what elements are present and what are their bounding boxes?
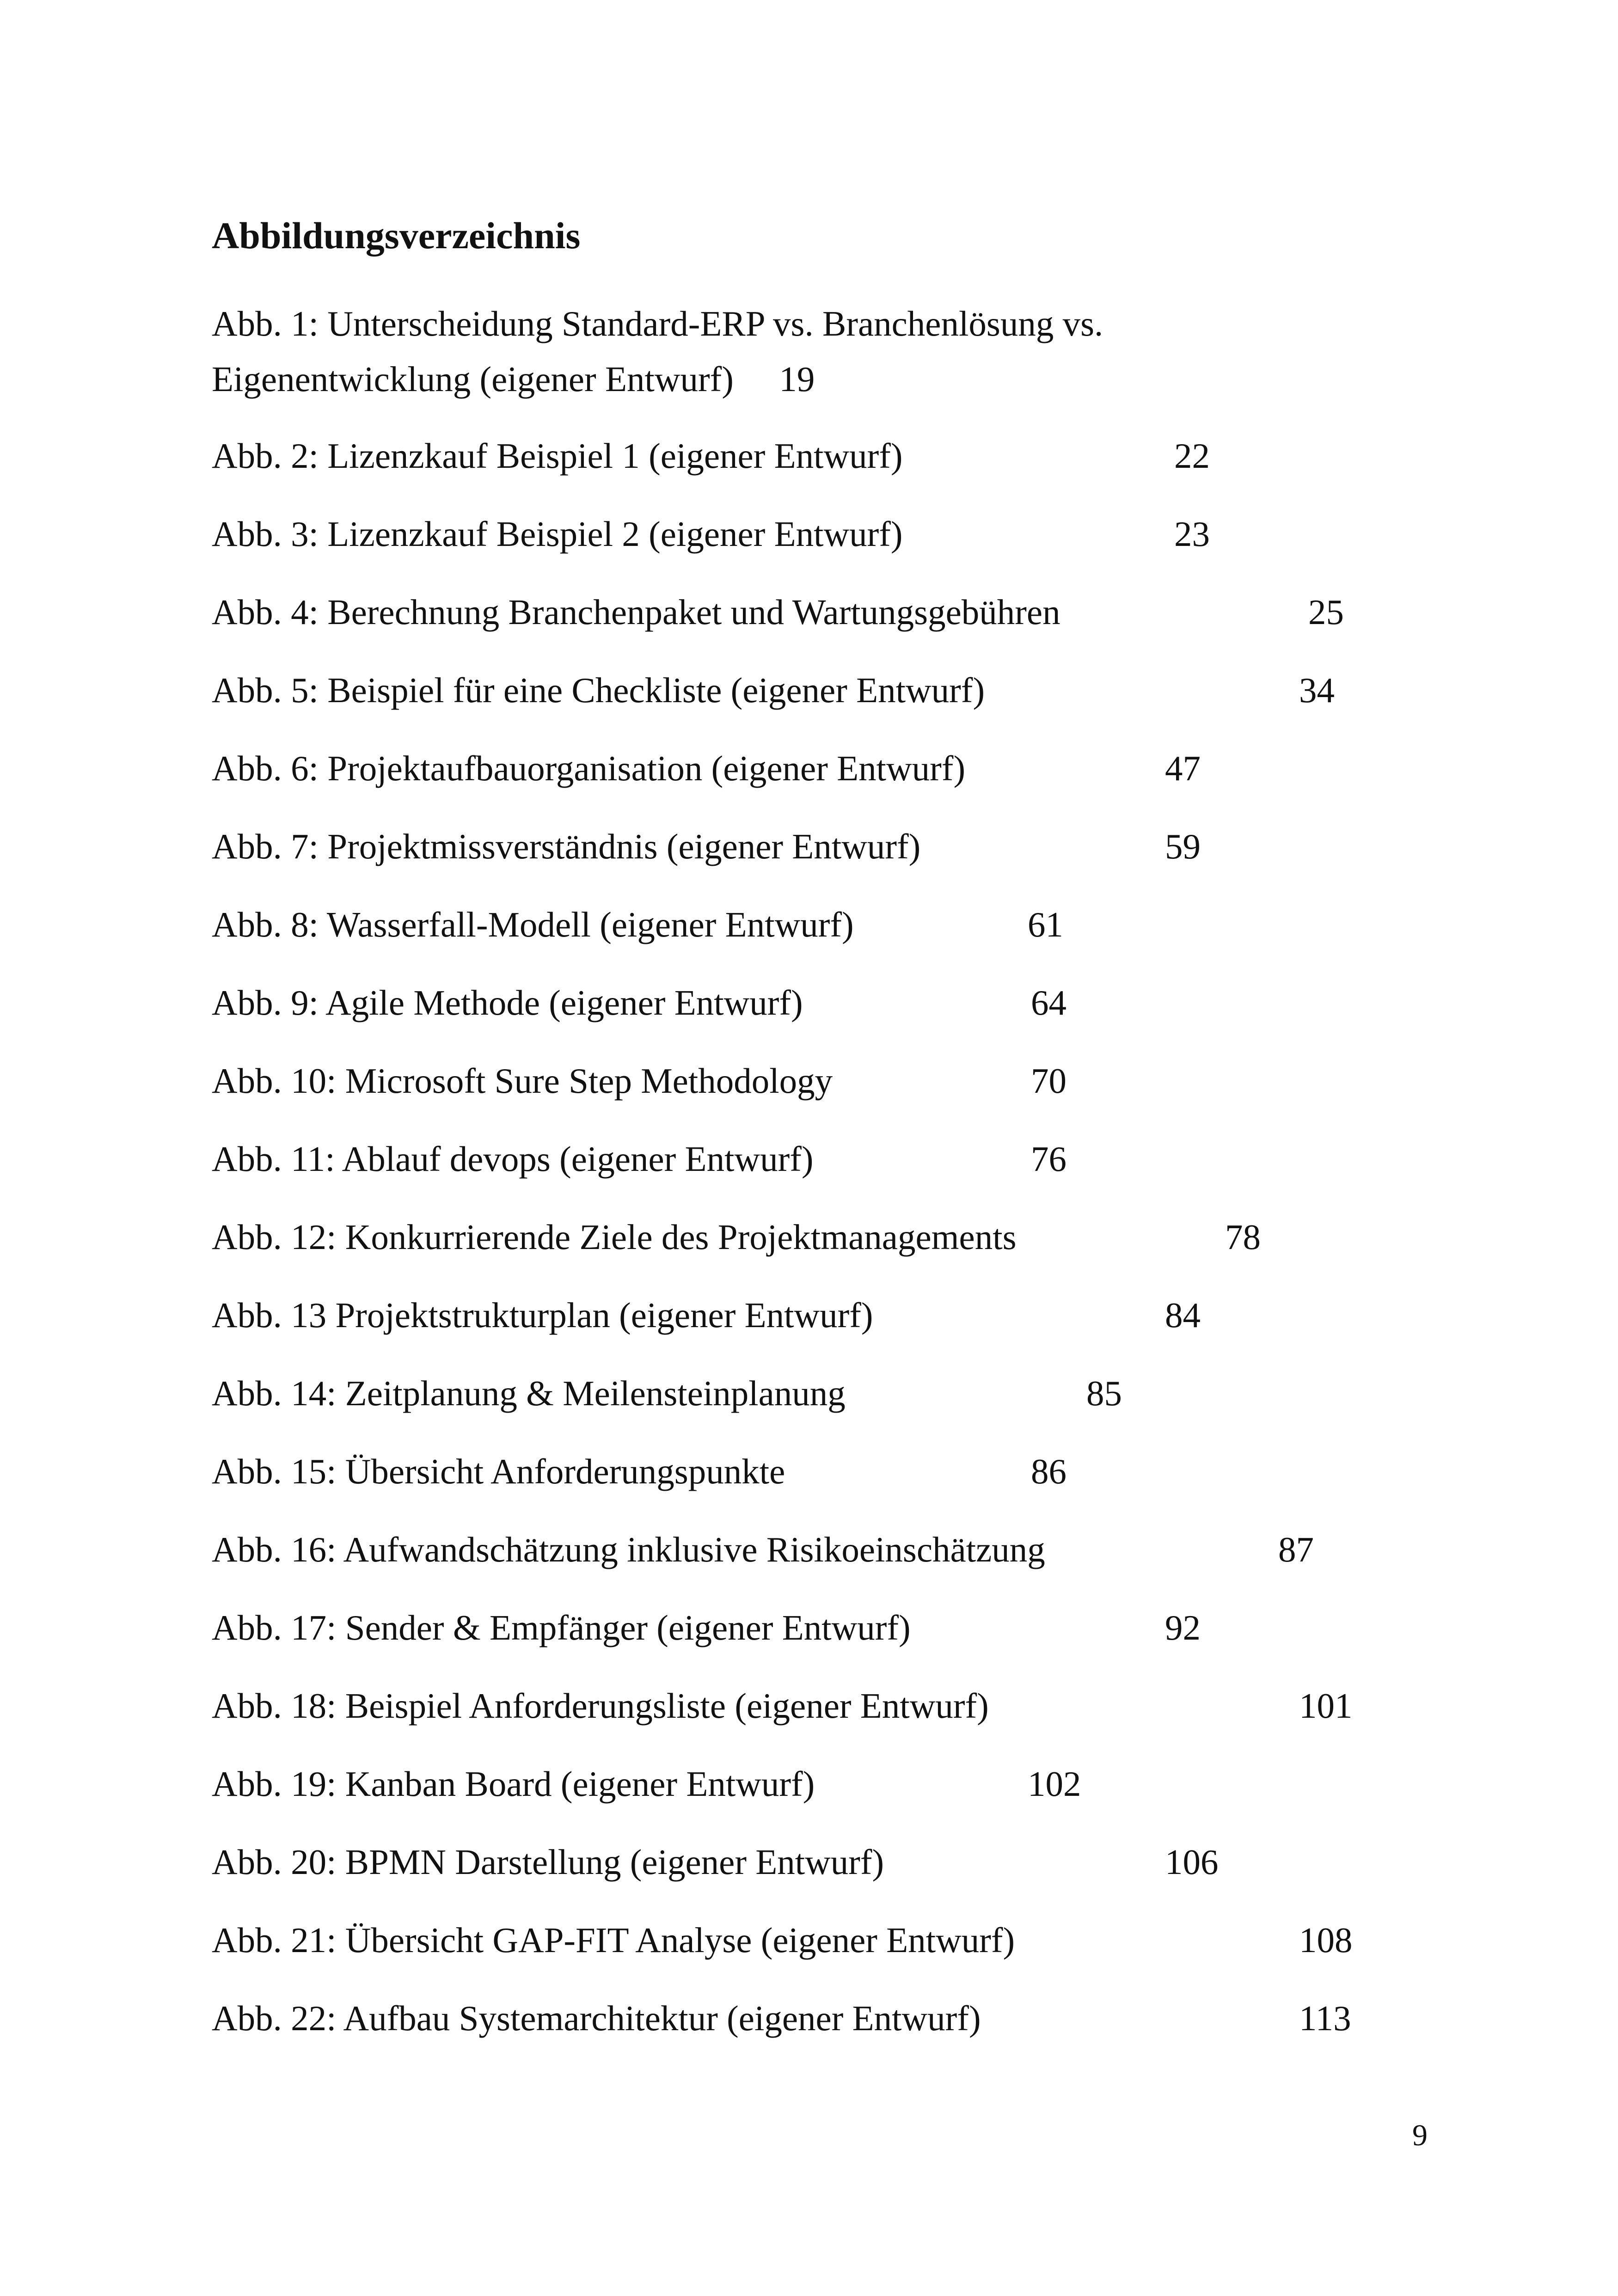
figure-entry-label: Abb. 2: Lizenzkauf Beispiel 1 (eigener Entwurf) — [212, 436, 903, 476]
figure-entry — [212, 819, 1460, 874]
page-heading: Abbildungsverzeichnis — [212, 214, 581, 257]
figure-entry-label: Abb. 13 Projektstrukturplan (eigener Entwurf) — [212, 1295, 873, 1335]
figure-entry-label-continuation — [212, 351, 815, 407]
figure-entry-page: 78 — [1225, 1217, 1261, 1257]
figure-entry-label: Abb. 16: Aufwandschätzung inklusive Risikoeinschätzung — [212, 1530, 1045, 1569]
figure-entry-label: Abb. 20: BPMN Darstellung (eigener Entwurf) — [212, 1842, 884, 1882]
figure-entry-page: 76 — [1031, 1139, 1066, 1179]
figure-entry-label: Abb. 12: Konkurrierende Ziele des Projektmanagements — [212, 1217, 1017, 1257]
figure-entry-page: 92 — [1165, 1608, 1201, 1647]
figure-entry-page: 108 — [1299, 1920, 1353, 1960]
figure-entry — [212, 1522, 1460, 1577]
figure-entry-page: 84 — [1165, 1295, 1201, 1335]
page-number: 9 — [1412, 2118, 1428, 2152]
figure-entry-page: 59 — [1165, 827, 1201, 866]
figure-entry-page: 64 — [1031, 983, 1066, 1022]
figure-entry-label: Abb. 1: Unterscheidung Standard-ERP vs. Branchenlösung vs. — [212, 304, 1103, 343]
figure-entry — [212, 1678, 1460, 1733]
figure-entry-label: Abb. 21: Übersicht GAP-FIT Analyse (eigener Entwurf) — [212, 1920, 1015, 1960]
figure-entry-label: Abb. 4: Berechnung Branchenpaket und Wartungsgebühren — [212, 592, 1060, 632]
figure-entry-label: Eigenentwicklung (eigener Entwurf) — [212, 359, 734, 399]
figure-entry-label: Abb. 8: Wasserfall-Modell (eigener Entwurf) — [212, 905, 854, 944]
figure-entry — [212, 897, 1460, 952]
figure-entry — [212, 1131, 1460, 1187]
figure-entry-page: 101 — [1299, 1686, 1353, 1726]
figure-entry-label: Abb. 9: Agile Methode (eigener Entwurf) — [212, 983, 803, 1022]
figure-entry-label: Abb. 10: Microsoft Sure Step Methodology — [212, 1061, 833, 1101]
figure-entry-label: Abb. 7: Projektmissverständnis (eigener Entwurf) — [212, 827, 921, 866]
figure-entry — [212, 1053, 1460, 1108]
figure-entry-label: Abb. 5: Beispiel für eine Checkliste (eigener Entwurf) — [212, 670, 985, 710]
figure-entry-page: 34 — [1299, 670, 1335, 710]
figure-entry — [212, 1912, 1460, 1968]
figure-entry — [212, 584, 1460, 640]
figure-entry — [212, 296, 1460, 407]
figure-entry-label: Abb. 15: Übersicht Anforderungspunkte — [212, 1451, 785, 1491]
figure-entry-page: 113 — [1299, 1998, 1351, 2038]
figure-entry — [212, 1834, 1460, 1890]
figure-entry — [212, 1287, 1460, 1343]
figure-entry-page: 86 — [1031, 1451, 1066, 1491]
figure-entry-label: Abb. 14: Zeitplanung & Meilensteinplanung — [212, 1373, 846, 1413]
figure-entry-page: 22 — [1174, 436, 1210, 476]
figure-entry — [212, 1365, 1460, 1421]
figure-entry — [212, 1990, 1460, 2046]
figure-entry-page: 70 — [1031, 1061, 1066, 1101]
figure-entry-page: 106 — [1165, 1842, 1219, 1882]
figure-entry-label: Abb. 11: Ablauf devops (eigener Entwurf) — [212, 1139, 814, 1179]
figure-entry-page: 102 — [1028, 1764, 1081, 1804]
figure-entry — [212, 1444, 1460, 1499]
figure-entry — [212, 662, 1460, 718]
figure-entry — [212, 1209, 1460, 1265]
figure-entry-label: Abb. 18: Beispiel Anforderungsliste (eigener Entwurf) — [212, 1686, 989, 1726]
figure-entry-page: 61 — [1028, 905, 1063, 944]
figure-entry — [212, 741, 1460, 796]
figure-entry-label: Abb. 19: Kanban Board (eigener Entwurf) — [212, 1764, 815, 1804]
figure-entry — [212, 428, 1460, 484]
figure-entry-page: 25 — [1308, 592, 1344, 632]
figure-entry-page: 47 — [1165, 748, 1201, 788]
figure-entry — [212, 506, 1460, 562]
figure-entry-label: Abb. 22: Aufbau Systemarchitektur (eigener Entwurf) — [212, 1998, 981, 2038]
figure-entry — [212, 975, 1460, 1030]
figure-entry-page: 87 — [1278, 1530, 1314, 1569]
figure-entry-page: 19 — [779, 359, 815, 399]
figure-entry-label: Abb. 17: Sender & Empfänger (eigener Entwurf) — [212, 1608, 911, 1647]
figure-entry — [212, 1756, 1460, 1812]
figure-entry-label: Abb. 3: Lizenzkauf Beispiel 2 (eigener Entwurf) — [212, 514, 903, 554]
figure-entry-label: Abb. 6: Projektaufbauorganisation (eigener Entwurf) — [212, 748, 966, 788]
figure-entry — [212, 1600, 1460, 1655]
figure-entry-page: 85 — [1086, 1373, 1122, 1413]
figure-entry-page: 23 — [1174, 514, 1210, 554]
